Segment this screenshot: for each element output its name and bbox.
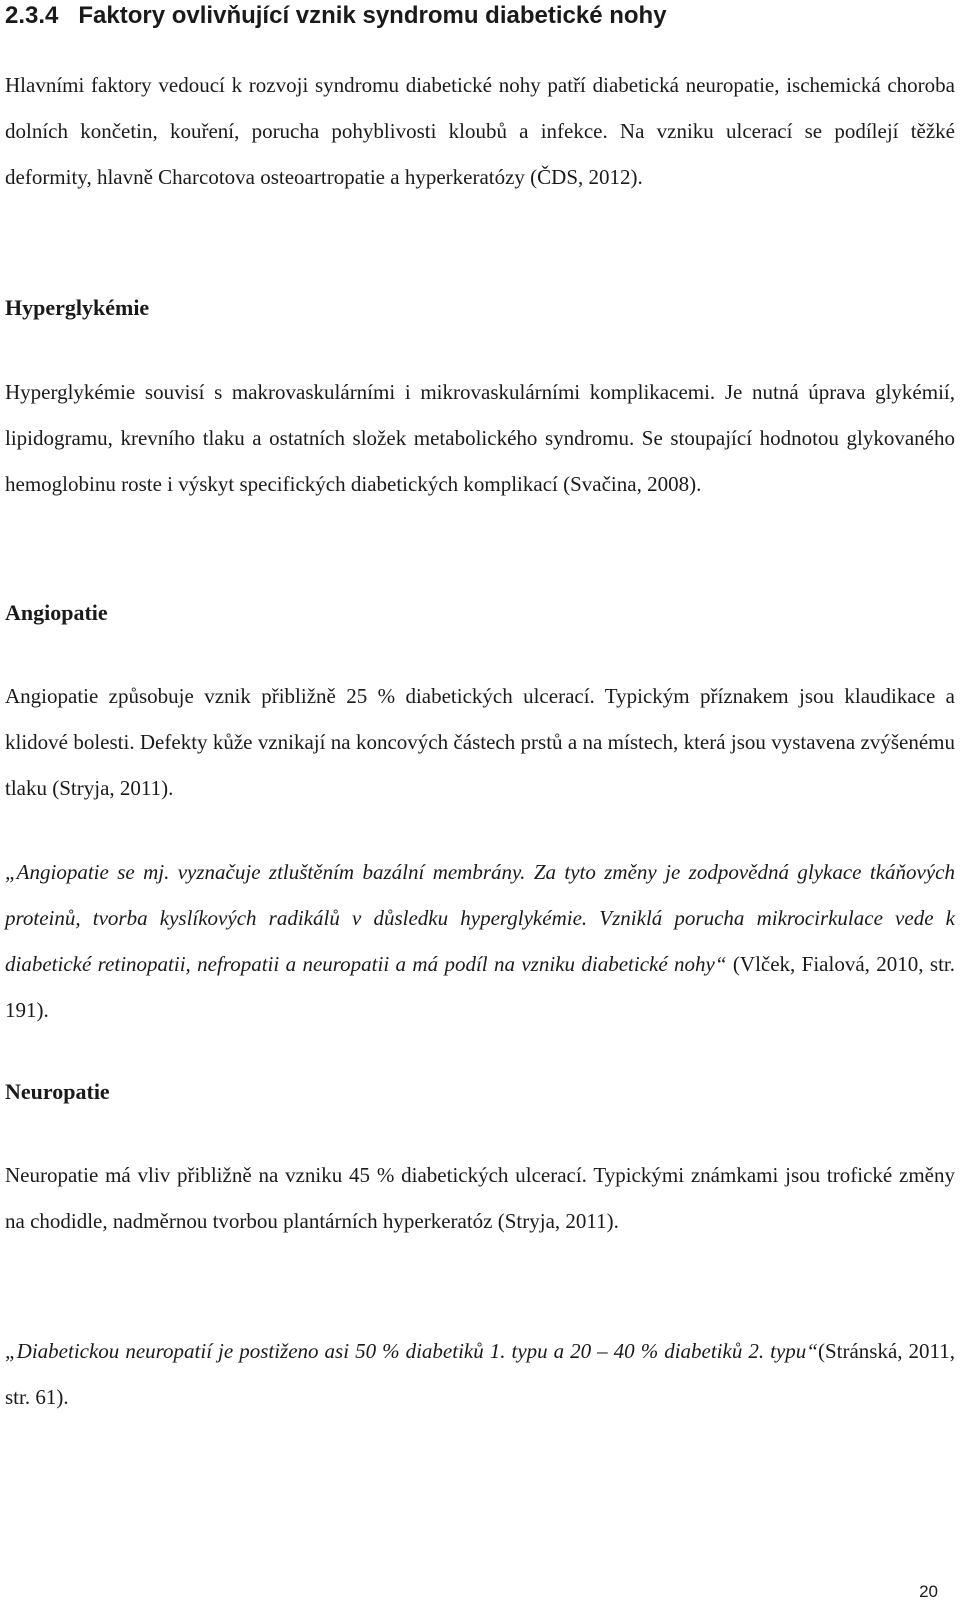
neuropatie-quote: „Diabetickou neuropatií je postiženo asi 50 % diabetiků 1. typu a 20 – 40 % diabetiků 2. typu“ xyxy=(5,1339,818,1363)
subheading-neuropatie: Neuropatie xyxy=(5,1079,110,1104)
page-number: 20 xyxy=(919,1582,938,1601)
section-title: Faktory ovlivňující vznik syndromu diabetické nohy xyxy=(78,2,667,29)
hyperglykemie-paragraph: Hyperglykémie souvisí s makrovaskulárními i mikrovaskulárními komplikacemi. Je nutná úprava glykémií, lipidogramu, krevního tlaku a ostatních složek metabolického syndromu. Se stoupající hodnotou glykovaného hemoglobinu roste i výskyt specifických diabetických komplikací (Svačina, 2008). xyxy=(5,380,955,496)
section-number: 2.3.4 xyxy=(5,2,59,29)
angiopatie-quote-paragraph xyxy=(5,849,955,1033)
angiopatie-quote: „Angiopatie se mj. vyznačuje ztluštěním bazální membrány. Za tyto změny je zodpovědná glykace tkáňových proteinů, tvorba kyslíkových radikálů v důsledku hyperglykémie. Vzniklá porucha mikrocirkulace vede k diabetické retinopatii, nefropatii a neuropatii a má podíl na vzniku diabetické nohy“ xyxy=(5,860,955,976)
intro-paragraph: Hlavními faktory vedoucí k rozvoji syndromu diabetické nohy patří diabetická neuropatie, ischemická choroba dolních končetin, kouření, porucha pohyblivosti kloubů a infekce. Na vzniku ulcerací se podílejí těžké deformity, hlavně Charcotova osteoartropatie a hyperkeratózy (ČDS, 2012). xyxy=(5,73,955,189)
neuropatie-paragraph: Neuropatie má vliv přibližně na vzniku 45 % diabetických ulcerací. Typickými známkami jsou trofické změny na chodidle, nadměrnou tvorbou plantárních hyperkeratóz (Stryja, 2011). xyxy=(5,1163,955,1233)
subheading-angiopatie: Angiopatie xyxy=(5,600,108,625)
neuropatie-citation: (Stránská, 2011, str. 61). xyxy=(5,1339,955,1409)
angiopatie-paragraph: Angiopatie způsobuje vznik přibližně 25 % diabetických ulcerací. Typickým příznakem jsou klaudikace a klidové bolesti. Defekty kůže vznikají na koncových částech prstů a na místech, která jsou vystavena zvýšenému tlaku (Stryja, 2011). xyxy=(5,684,955,800)
section-heading xyxy=(5,0,667,32)
angiopatie-citation: (Vlček, Fialová, 2010, str. 191). xyxy=(5,952,955,1022)
neuropatie-quote-paragraph xyxy=(5,1328,955,1420)
subheading-hyperglykemie: Hyperglykémie xyxy=(5,295,150,320)
